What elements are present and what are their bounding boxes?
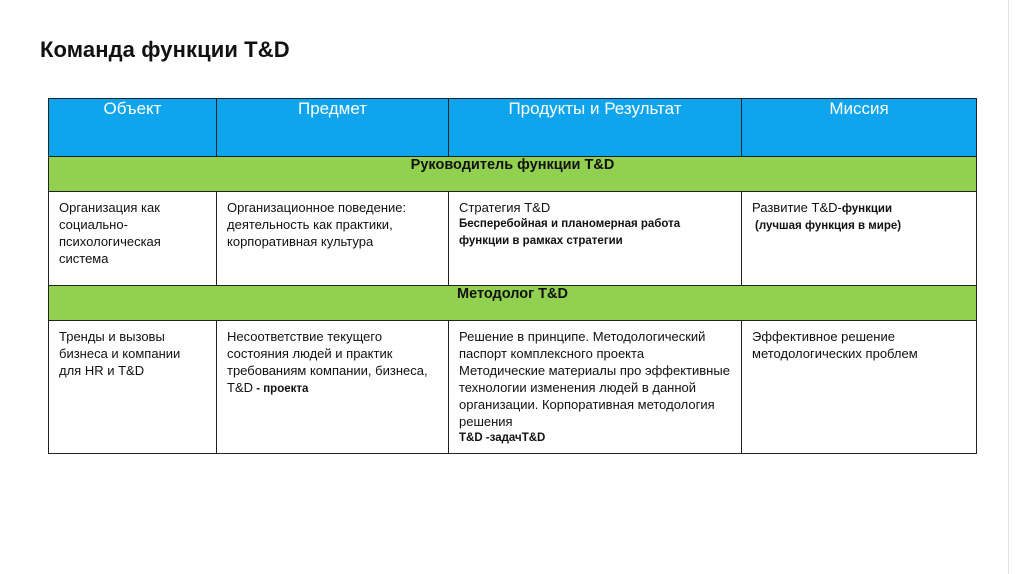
cell-mission: [742, 192, 977, 286]
section-band-head: [49, 157, 977, 192]
header-products: Продукты и Результат: [449, 99, 742, 157]
products-bold: T&D -задачT&D: [459, 432, 546, 444]
cell-object: Организация как социально-психологическая система: [49, 192, 217, 286]
section-band-methodologist: [49, 286, 977, 321]
header-mission: Миссия: [742, 99, 977, 157]
subject-text: Несоответствие текущего состояния людей и практик требованиям компании, бизнеса, T&D: [227, 329, 428, 395]
header-object: Объект: [49, 99, 217, 157]
mission-note: (лучшая функция в мире): [755, 220, 902, 232]
cell-mission: Эффективное решение методологических проблем: [742, 321, 977, 454]
products-result: Бесперебойная и планомерная работа функции в рамках стратегии: [459, 218, 681, 247]
products-strategy: Стратегия T&D: [459, 200, 551, 215]
cell-subject: Организационное поведение: деятельность как практики, корпоративная культура: [217, 192, 449, 286]
section-label-head: Руководитель функции T&D: [49, 157, 977, 192]
subject-bold: - проекта: [253, 383, 309, 395]
table-row: [49, 321, 977, 454]
cell-products: [449, 321, 742, 454]
cell-products: [449, 192, 742, 286]
mission-text: Развитие T&D-: [752, 200, 842, 215]
mission-bold: функции: [841, 203, 893, 215]
header-subject: Предмет: [217, 99, 449, 157]
section-label-methodologist: Методолог T&D: [49, 286, 977, 321]
page-title: Команда функции T&D: [40, 37, 290, 62]
table-header-row: [49, 99, 977, 157]
products-text: Решение в принципе. Методологический паспорт комплексного проекта Методические материалы про эффективные технологии изменения людей в данной организации. Корпоративная методология решения: [459, 329, 730, 429]
cell-subject: [217, 321, 449, 454]
team-table: [48, 98, 977, 454]
table-row: [49, 192, 977, 286]
cell-object: Тренды и вызовы бизнеса и компании для HR и T&D: [49, 321, 217, 454]
slide-edge-divider: [1008, 0, 1009, 574]
